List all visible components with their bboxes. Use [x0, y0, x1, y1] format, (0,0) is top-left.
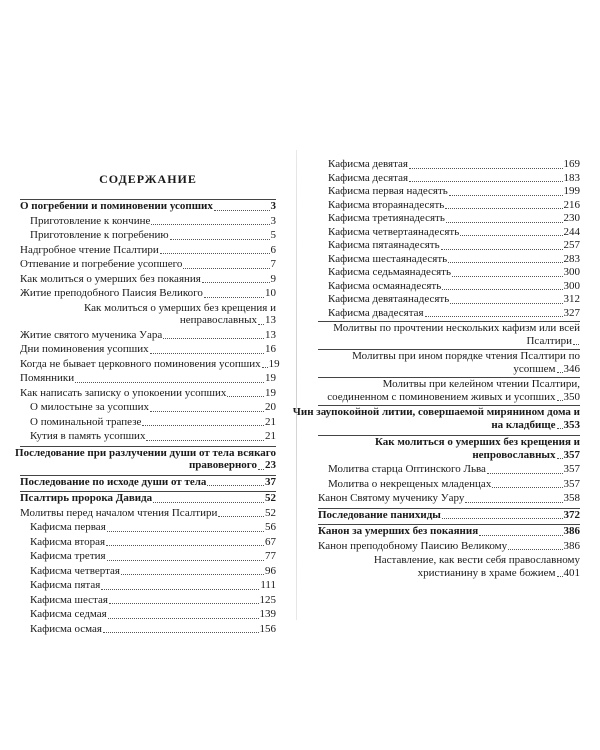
- toc-entry-page: 111: [260, 579, 276, 591]
- toc-entry: [20, 491, 276, 505]
- toc-entry: [318, 349, 580, 375]
- toc-entry-title: Молитва о некрещеных младенцах: [328, 477, 492, 490]
- toc-entry-title: Отпевание и погребение усопшего: [20, 258, 183, 270]
- toc-entry: [318, 226, 580, 239]
- toc-entry-line2: [526, 335, 580, 348]
- dot-leader: [258, 469, 264, 470]
- toc-entry-page: 13: [265, 328, 276, 341]
- dot-leader: [153, 502, 264, 503]
- toc-entry: [20, 287, 276, 300]
- toc-entry-page: 56: [265, 521, 276, 533]
- toc-entry: [318, 377, 580, 403]
- toc-entry-line2: [472, 449, 580, 462]
- toc-entry-title: Кафисма осмая: [30, 622, 102, 635]
- dot-leader: [492, 487, 562, 488]
- dot-leader: [557, 458, 563, 459]
- toc-entry-page: 3: [270, 214, 276, 227]
- toc-entry-title: Кафисма первая: [30, 521, 106, 533]
- dot-leader: [465, 502, 562, 503]
- toc-entry-title-line1: Чин заупокойной литии, совершаемой мирянином дома и: [292, 406, 580, 418]
- toc-entry-page: 300: [563, 266, 580, 278]
- dot-leader: [479, 535, 562, 536]
- toc-entry-line2: [513, 363, 580, 376]
- toc-entry: [20, 258, 276, 271]
- toc-entry-page: 9: [270, 272, 276, 285]
- dot-leader: [204, 297, 264, 298]
- dot-leader: [108, 618, 259, 619]
- dot-leader: [214, 210, 270, 211]
- toc-entry-page: 169: [563, 158, 580, 170]
- toc-entry: [318, 307, 580, 320]
- dot-leader: [409, 168, 563, 169]
- toc-entry-page: 257: [563, 239, 580, 251]
- dot-leader: [202, 282, 270, 283]
- toc-entry-title: Житие святого мученика Уара: [20, 328, 163, 341]
- toc-entry: [318, 508, 580, 522]
- dot-leader: [557, 428, 563, 429]
- toc-list-right: [292, 157, 580, 579]
- toc-entry-title: Псалтири: [526, 334, 572, 347]
- dot-leader: [573, 344, 579, 345]
- toc-entry: [318, 280, 580, 293]
- dot-leader: [442, 289, 562, 290]
- toc-entry: [318, 172, 580, 185]
- toc-entry-title: Как написать записку о упокоении усопших: [20, 386, 227, 399]
- toc-entry: [20, 623, 276, 636]
- toc-entry: [20, 594, 276, 607]
- toc-entry-page: 283: [563, 252, 580, 265]
- dot-leader: [218, 516, 264, 517]
- dot-leader: [107, 531, 264, 532]
- toc-entry: [292, 405, 580, 431]
- toc-entry: [20, 215, 276, 228]
- dot-leader: [449, 195, 563, 196]
- toc-entry: [318, 524, 580, 538]
- dot-leader: [508, 549, 562, 550]
- toc-entry-page: 372: [563, 508, 580, 521]
- toc-entry: [20, 536, 276, 549]
- toc-entry: [318, 463, 580, 476]
- toc-entry: [318, 492, 580, 505]
- toc-entry-title: Житие преподобного Паисия Великого: [20, 287, 203, 299]
- toc-entry-title: Канон преподобному Паисию Великому: [318, 539, 508, 552]
- toc-entry-page: 350: [563, 390, 580, 403]
- toc-entry: [20, 357, 280, 371]
- toc-entry-page: 7: [270, 258, 276, 270]
- dot-leader: [106, 545, 264, 546]
- toc-entry-page: 199: [563, 185, 580, 197]
- toc-entry: [20, 565, 276, 578]
- dot-leader: [442, 518, 563, 519]
- toc-entry-title: правоверного: [188, 459, 257, 471]
- toc-entry-title: Последование по исходе души от тела: [20, 475, 207, 488]
- toc-entry-page: 52: [265, 506, 276, 519]
- toc-entry: [318, 266, 580, 279]
- dot-leader: [460, 235, 562, 236]
- dot-leader: [557, 400, 563, 401]
- toc-entry-page: 13: [265, 314, 276, 326]
- toc-entry-page: 300: [563, 279, 580, 292]
- toc-entry-page: 327: [563, 306, 580, 319]
- dot-leader: [146, 440, 264, 441]
- dot-leader: [446, 222, 563, 223]
- dot-leader: [409, 181, 562, 182]
- toc-entry-title: Кафисма десятая: [328, 171, 409, 184]
- toc-entry-title: О поминальной трапезе: [30, 415, 142, 428]
- toc-entry-page: 357: [563, 463, 580, 475]
- toc-entry-title-line1: Молитвы при келейном чтении Псалтири,: [382, 378, 580, 390]
- toc-entry-title-line1: Как молиться о умерших без крещения и: [374, 436, 580, 448]
- dot-leader: [452, 276, 563, 277]
- toc-entry-title: непровославных: [472, 448, 556, 461]
- toc-entry-title: Кафисма вторая: [30, 535, 106, 548]
- toc-entry-page: 244: [563, 225, 580, 238]
- toc-entry-page: 77: [265, 550, 276, 562]
- dot-leader: [450, 303, 562, 304]
- dot-leader: [258, 324, 264, 325]
- toc-entry-title: Надгробное чтение Псалтири: [20, 243, 159, 256]
- toc-entry-page: 96: [265, 564, 276, 577]
- toc-entry-title: Кафисма третия: [30, 550, 106, 562]
- toc-entry-line2: [180, 314, 276, 327]
- toc-entry: [318, 199, 580, 212]
- toc-list-left: [15, 195, 280, 635]
- toc-entry-page: 67: [265, 535, 276, 548]
- toc-entry: [318, 158, 580, 171]
- toc-entry: [15, 446, 276, 472]
- toc-entry-title: Канон Святому мученику Уару: [318, 492, 465, 504]
- toc-entry-line2: [491, 419, 580, 432]
- toc-entry-title: Кутия в память усопших: [30, 430, 146, 442]
- toc-entry-page: 346: [563, 362, 580, 375]
- dot-leader: [150, 411, 264, 412]
- toc-entry: [20, 199, 276, 213]
- toc-entry-page: 357: [563, 477, 580, 490]
- dot-leader: [160, 253, 270, 254]
- toc-entry: [20, 401, 276, 414]
- toc-entry-page: 216: [563, 198, 580, 211]
- dot-leader: [262, 367, 268, 368]
- toc-entry: [20, 302, 276, 327]
- toc-entry: [20, 550, 276, 563]
- toc-entry: [20, 229, 276, 242]
- toc-entry-page: 353: [563, 418, 580, 431]
- toc-entry-page: 156: [259, 622, 276, 635]
- toc-entry-title: Кафисма осмаянадесять: [328, 279, 442, 292]
- toc-entry-title-line1: Молитвы при ином порядке чтения Псалтири по: [352, 350, 580, 362]
- toc-entry-page: 19: [265, 372, 276, 384]
- toc-entry-title: Псалтирь пророка Давида: [20, 492, 153, 504]
- dot-leader: [170, 239, 270, 240]
- toc-entry-page: 21: [265, 415, 276, 428]
- dot-leader: [151, 224, 269, 225]
- toc-entry-title: на кладбище: [491, 418, 556, 431]
- dot-leader: [103, 632, 259, 633]
- toc-entry: [318, 212, 580, 225]
- toc-entry-title: Кафисма шестаянадесять: [328, 252, 448, 265]
- dot-leader: [227, 396, 264, 397]
- toc-entry-line2: [418, 567, 580, 580]
- toc-entry-line2: [327, 391, 580, 404]
- toc-entry-title: Как молиться о умерших без покаяния: [20, 272, 201, 285]
- toc-entry-title: Кафисма пятаянадесять: [328, 239, 440, 251]
- toc-entry-page: 183: [563, 171, 580, 184]
- toc-entry-title-line1: Последование при разлучении души от тела всякаго: [15, 446, 276, 459]
- toc-entry-title: Кафисма седмая: [30, 608, 107, 620]
- toc-entry: [20, 343, 276, 356]
- toc-entry-title: Кафисма четвертаянадесять: [328, 225, 460, 238]
- toc-entry: [20, 387, 276, 400]
- toc-entry-title: Кафисма третиянадесять: [328, 212, 445, 224]
- toc-entry: [20, 475, 276, 489]
- toc-entry-title: Кафисма двадесятая: [328, 306, 424, 319]
- toc-entry: [318, 293, 580, 306]
- toc-entry-page: 21: [265, 430, 276, 442]
- dot-leader: [557, 372, 563, 373]
- toc-entry-title: неправославных: [179, 314, 257, 326]
- toc-entry-title: Кафисма пятая: [30, 579, 101, 591]
- toc-entry-title: Молитва старца Оптинского Льва: [328, 463, 486, 475]
- dot-leader: [183, 268, 269, 269]
- toc-entry-title: Кафисма первая надесять: [328, 185, 448, 197]
- dot-leader: [163, 338, 264, 339]
- toc-entry: [20, 507, 276, 520]
- toc-entry: [20, 579, 276, 592]
- toc-entry-title: Молитвы перед началом чтения Псалтири: [20, 506, 218, 519]
- toc-entry: [20, 372, 276, 385]
- toc-entry-title: Последование панихиды: [318, 508, 441, 521]
- toc-entry-title: Кафисма четвертая: [30, 564, 120, 577]
- toc-entry-page: 16: [265, 343, 276, 355]
- dot-leader: [109, 603, 259, 604]
- toc-entry-page: 5: [270, 229, 276, 241]
- toc-entry-title: Канон за умерших без покаяния: [318, 525, 479, 537]
- toc-entry-title: Помянники: [20, 372, 75, 384]
- toc-entry: [20, 329, 276, 342]
- toc-entry-title: О милостыне за усопших: [30, 401, 150, 413]
- toc-entry: [318, 478, 580, 491]
- toc-entry: [318, 253, 580, 266]
- dot-leader: [448, 262, 562, 263]
- toc-entry: [20, 430, 276, 443]
- toc-entry-title: Кафисма девятая: [328, 158, 408, 170]
- toc-entry: [20, 244, 276, 257]
- toc-entry-title: Кафисма седьмаянадесять: [328, 266, 451, 278]
- dot-leader: [557, 576, 563, 577]
- page-title: СОДЕРЖАНИЕ: [99, 172, 197, 186]
- toc-entry-page: 6: [270, 243, 276, 256]
- toc-entry: [20, 521, 276, 534]
- dot-leader: [121, 574, 264, 575]
- toc-entry: [318, 239, 580, 252]
- toc-entry-title: Приготовление к погребению: [30, 229, 169, 241]
- toc-entry-page: 52: [265, 492, 276, 504]
- toc-entry-title-line1: Наставление, как вести себя православному: [373, 554, 580, 566]
- toc-entry-page: 19: [265, 386, 276, 399]
- toc-entry: [318, 435, 580, 461]
- dot-leader: [75, 382, 264, 383]
- toc-entry-title: Кафисма втораянадесять: [328, 198, 445, 211]
- toc-entry-page: 125: [259, 593, 276, 606]
- toc-entry-title-line1: Молитвы по прочтении нескольких кафизм или всей: [333, 322, 580, 334]
- toc-entry-page: 386: [563, 525, 580, 537]
- toc-entry-page: 37: [265, 475, 276, 488]
- toc-entry-page: 23: [265, 459, 276, 471]
- toc-entry-page: 357: [563, 448, 580, 461]
- toc-entry-page: 401: [563, 566, 580, 579]
- toc-entry-title-line1: Как молиться о умерших без крещения и: [83, 301, 276, 314]
- toc-entry-page: 139: [259, 608, 276, 620]
- dot-leader: [150, 353, 264, 354]
- toc-entry: [20, 416, 276, 429]
- toc-entry-title: соединенном с поминовением живых и усопших: [327, 390, 556, 403]
- dot-leader: [101, 589, 259, 590]
- dot-leader: [425, 316, 563, 317]
- toc-entry-title: Когда не бывает церковного поминовения усопших: [20, 357, 261, 370]
- toc-entry-title: усопшем: [513, 362, 556, 375]
- toc-entry-page: 3: [270, 200, 276, 212]
- dot-leader: [142, 425, 264, 426]
- toc-entry-page: 386: [563, 539, 580, 552]
- dot-leader: [445, 208, 562, 209]
- toc-entry-page: 358: [563, 492, 580, 504]
- toc-entry-page: 312: [563, 293, 580, 305]
- toc-entry: [20, 273, 276, 286]
- toc-entry: [318, 540, 580, 553]
- toc-entry: [318, 185, 580, 198]
- dot-leader: [207, 485, 264, 486]
- toc-entry-title: Приготовление к кончине: [30, 214, 151, 227]
- toc-entry-title: Дни поминовения усопших: [20, 343, 149, 355]
- toc-entry: [318, 321, 580, 347]
- toc-entry-page: 230: [563, 212, 580, 224]
- dot-leader: [487, 473, 563, 474]
- toc-entry: [318, 554, 580, 579]
- dot-leader: [107, 560, 264, 561]
- toc-entry-line2: [189, 459, 276, 472]
- toc-entry-page: 19: [268, 357, 280, 370]
- toc-entry-title: христианину в храме божием: [417, 566, 556, 579]
- toc-entry-title: Кафисма шестая: [30, 593, 108, 606]
- toc-entry-title: Кафисма девятаянадесять: [328, 293, 450, 305]
- toc-entry-title: О погребении и поминовении усопших: [20, 200, 213, 212]
- gutter: [296, 150, 297, 620]
- toc-entry-page: 20: [265, 401, 276, 413]
- dot-leader: [441, 249, 563, 250]
- toc-entry-page: 10: [265, 287, 276, 299]
- toc-entry: [20, 608, 276, 621]
